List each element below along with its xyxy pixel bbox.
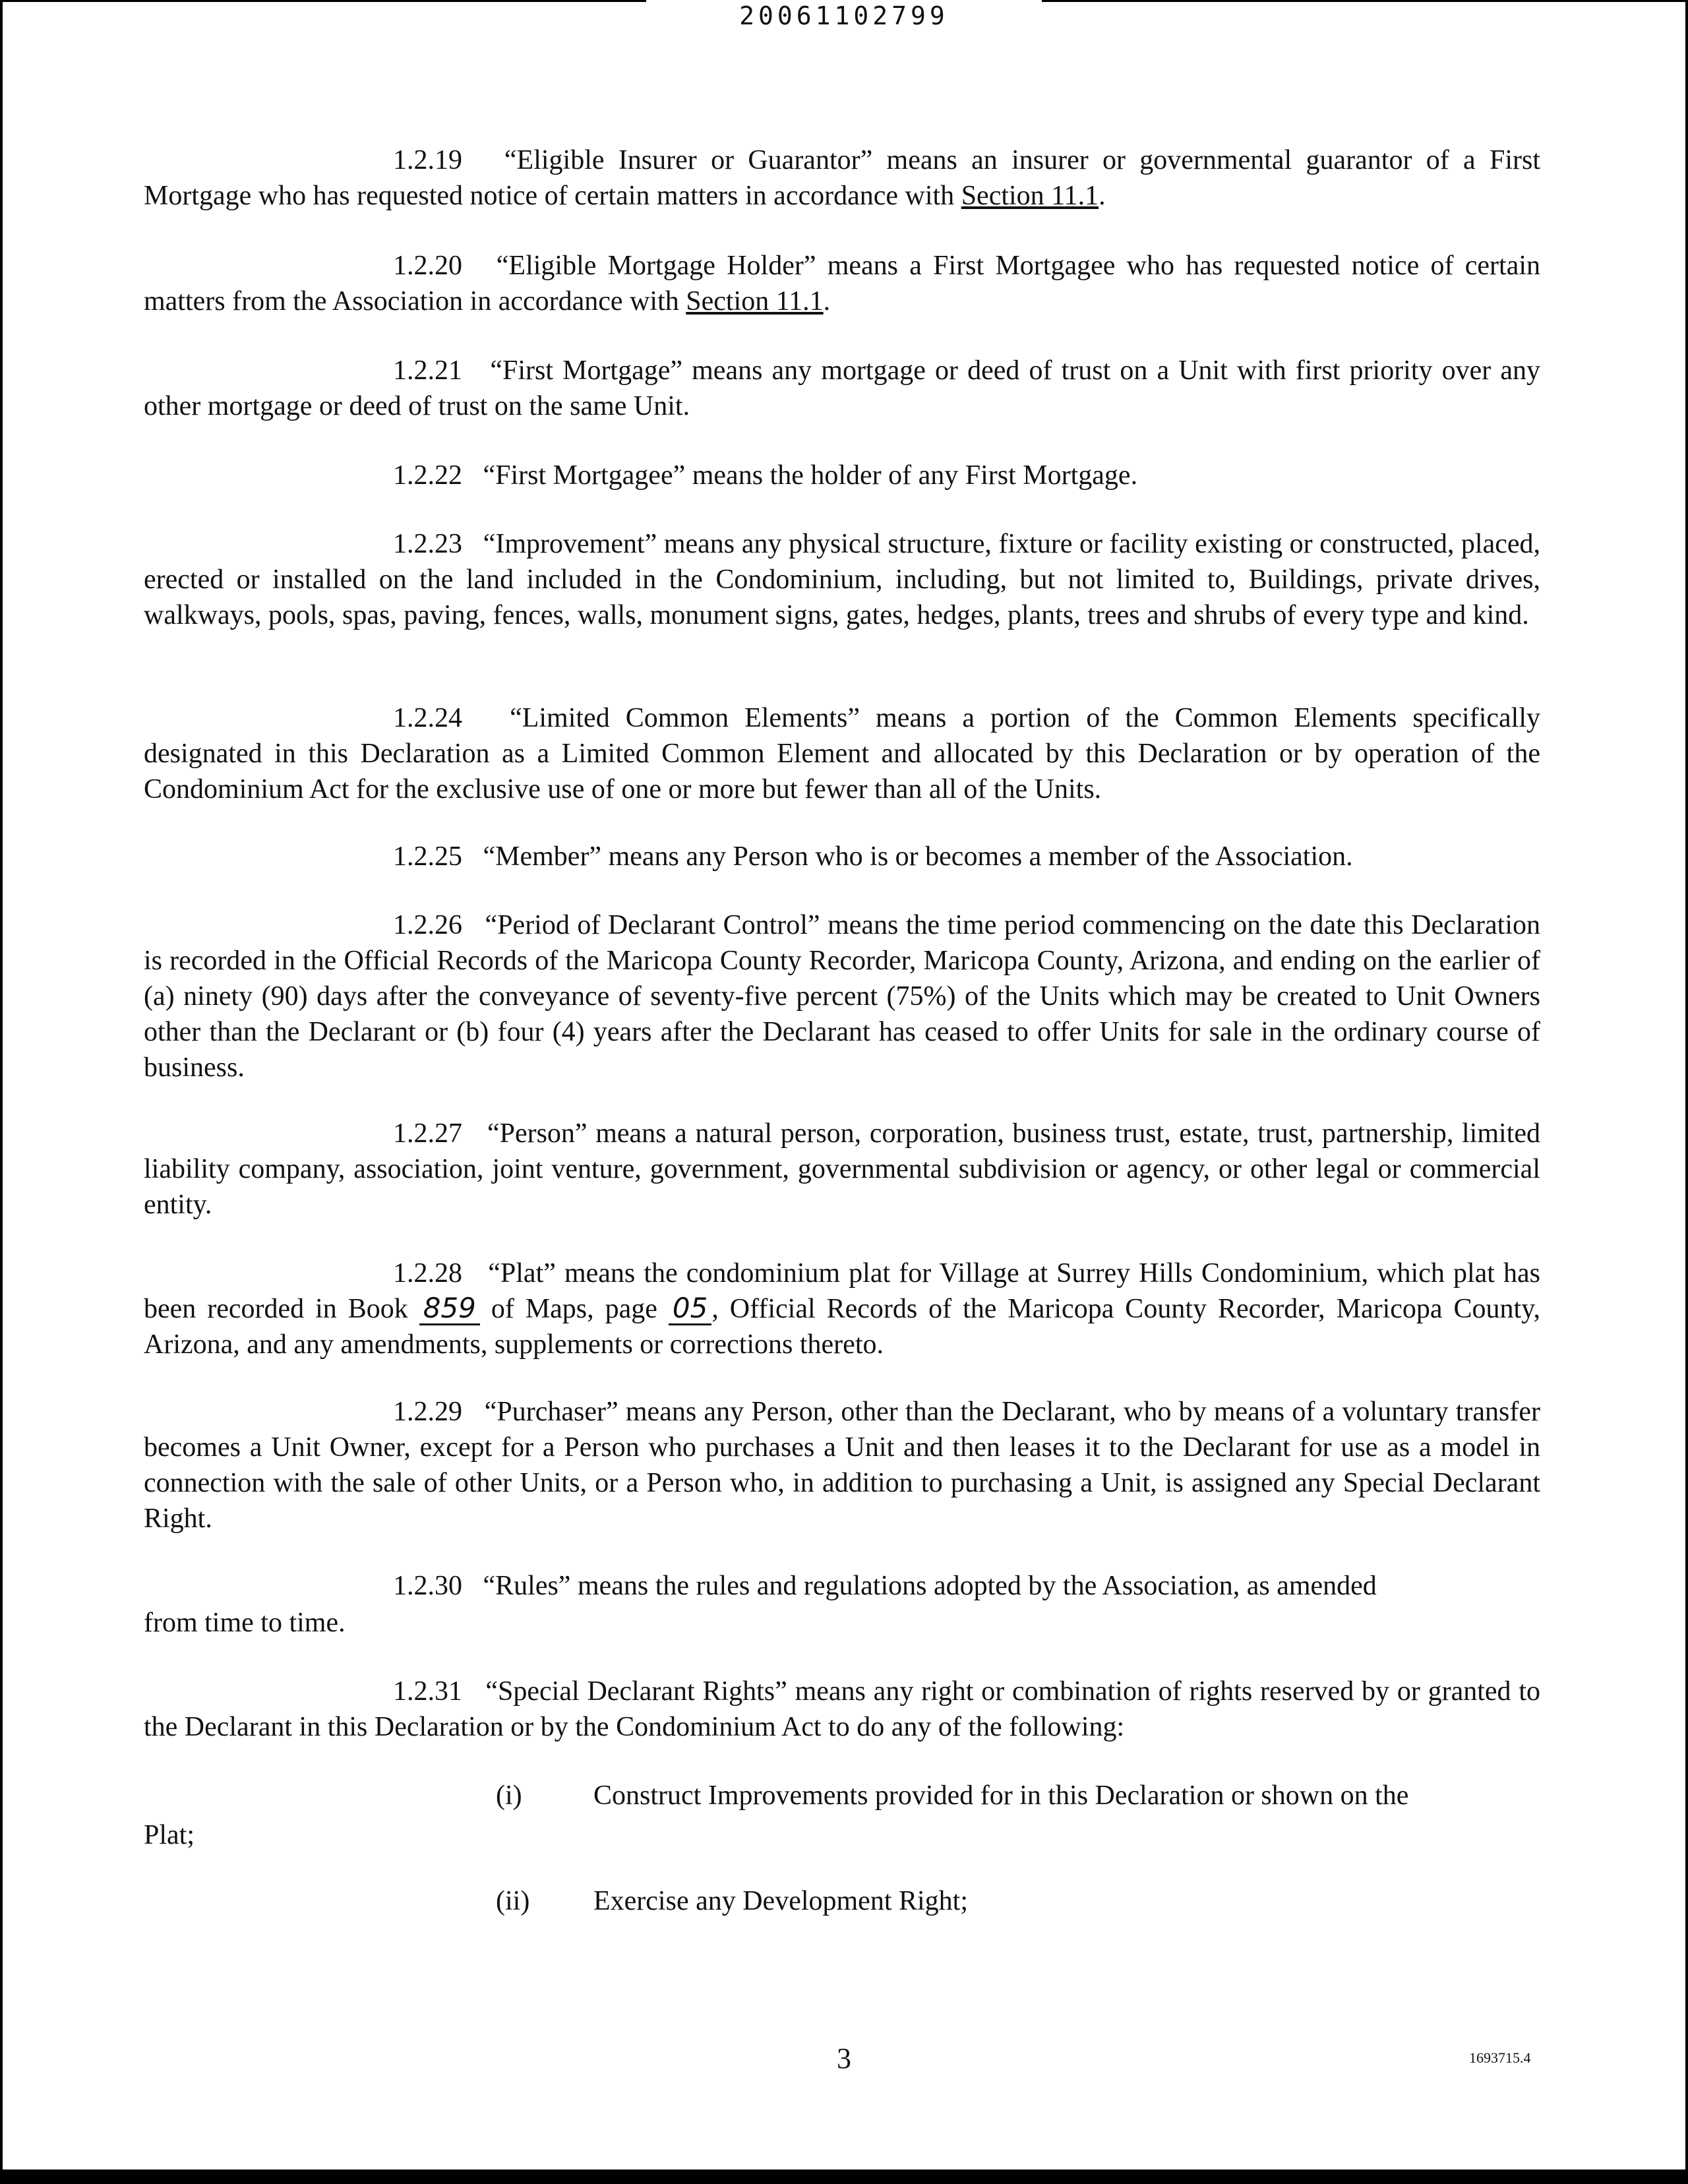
definition-text: “Limited Common Elements” means a portion of the Common Elements specifically designated in this Declaration as a Limited Common Element and allocated by this Declaration or by operation of the Condominium Act for the exclusive use of one or more but fewer than all of the Units.: [144, 703, 1541, 804]
definition-1-2-27: [144, 1116, 1540, 1223]
definition-number: 1.2.20: [393, 251, 462, 281]
definition-text: “Eligible Insurer or Guarantor” means an insurer or governmental guarantor of a First Mortgage who has requested notice of certain matters in accordance with: [144, 145, 1541, 211]
definition-1-2-21: [144, 353, 1540, 424]
definition-number: 1.2.31: [393, 1676, 462, 1707]
list-text: Construct Improvements provided for in this Declaration or shown on the: [593, 1780, 1409, 1811]
definition-number: 1.2.29: [393, 1397, 462, 1427]
document-reference: 1693715.4: [1469, 2049, 1531, 2066]
list-item-i-continuation: Plat;: [144, 1820, 195, 1850]
definition-1-2-31: [144, 1674, 1540, 1745]
definition-continuation: from time to time.: [144, 1608, 346, 1638]
scan-edge-right: [1685, 0, 1688, 2184]
definition-1-2-24: [144, 700, 1540, 807]
definition-text: “Person” means a natural person, corporation, business trust, estate, trust, partnership, limited liability company, association, joint venture, government, governmental subdivision or agency, or other legal or commercial entity.: [144, 1118, 1541, 1220]
definition-text: “Purchaser” means any Person, other than the Declarant, who by means of a voluntary transfer becomes a Unit Owner, except for a Person who purchases a Unit and then leases it to the Declarant for use as a model in connection with the sale of other Units, or a Person who, in addition to purchasing a Unit, is assigned any Special Declarant Right.: [144, 1397, 1540, 1534]
definition-number: 1.2.19: [393, 145, 462, 175]
definition-1-2-29: [144, 1394, 1540, 1536]
definition-number: 1.2.25: [393, 841, 462, 872]
scan-edge-left: [0, 0, 3, 2184]
scan-edge-bottom: [0, 2169, 1688, 2184]
definition-number: 1.2.24: [393, 703, 462, 733]
definition-number: 1.2.26: [393, 910, 462, 940]
definition-text: “Eligible Mortgage Holder” means a First Mortgagee who has requested notice of certain matters from the Association in accordance with: [144, 251, 1541, 317]
definition-text: “First Mortgagee” means the holder of any First Mortgage.: [483, 460, 1138, 491]
list-text: Exercise any Development Right;: [593, 1886, 969, 1916]
definition-1-2-25: [144, 839, 1540, 874]
list-marker: (i): [496, 1780, 522, 1811]
section-reference: Section 11.1: [686, 286, 824, 317]
definition-number: 1.2.28: [393, 1258, 462, 1289]
definition-number: 1.2.30: [393, 1571, 462, 1601]
definition-text: “Member” means any Person who is or becomes a member of the Association.: [483, 841, 1353, 872]
definition-number: 1.2.27: [393, 1118, 462, 1149]
definition-number: 1.2.22: [393, 460, 462, 491]
handwritten-page-number: 05: [669, 1293, 711, 1325]
definition-text: “Special Declarant Rights” means any right or combination of rights reserved by or granted to the Declarant in this Declaration or by the Condominium Act to do any of the following:: [144, 1676, 1541, 1742]
definition-text: “Period of Declarant Control” means the time period commencing on the date this Declaration is recorded in the Official Records of the Maricopa County Recorder, Maricopa County, Arizona, and ending on the earlier of (a) ninety (90) days after the conveyance of seventy-five percent (75%) of the Units which may be created to Unit Owners other than the Declarant or (b) four (4) years after the Declarant has ceased to offer Units for sale in the ordinary course of business.: [144, 910, 1541, 1083]
definition-1-2-22: [144, 458, 1540, 493]
definition-1-2-30: [144, 1568, 1540, 1641]
handwritten-book-number: 859: [419, 1293, 480, 1325]
definition-text: “Plat” means the condominium plat for Village at Surrey Hills Condominium, which plat has been recorded in Book: [144, 1258, 1540, 1324]
definition-text: “First Mortgage” means any mortgage or deed of trust on a Unit with first priority over any other mortgage or deed of trust on the same Unit.: [144, 355, 1540, 421]
definition-number: 1.2.23: [393, 529, 462, 559]
recording-number: 20061102799: [739, 1, 949, 30]
definition-1-2-19: 1.2.19 “Eligible Insurer or Guarantor” means an insurer or governmental guarantor of a First Mortgage who has requested notice of certain matters in accordance with Section 11.1.: [144, 145, 1541, 211]
definition-1-2-23: [144, 526, 1540, 633]
definition-1-2-26: [144, 907, 1540, 1085]
page-number: 3: [837, 2042, 851, 2075]
definition-1-2-28: 1.2.28 “Plat” means the condominium plat for Village at Surrey Hills Condominium, which plat has been recorded in Book 859 of Maps, page 05 , Official Records of the Maricopa County Recorder, Maricopa County, Arizona, and any amendments, supplements or corrections thereto.: [144, 1258, 1540, 1360]
definition-number: 1.2.21: [393, 355, 462, 386]
definition-1-2-20: 1.2.20 “Eligible Mortgage Holder” means a First Mortgagee who has requested notice of certain matters from the Association in accordance with Section 11.1.: [144, 251, 1541, 317]
list-marker: (ii): [496, 1886, 530, 1916]
definition-text: “Improvement” means any physical structure, fixture or facility existing or constructed, placed, erected or installed on the land included in the Condominium, including, but not limited to, Buildings, private drives, walkways, pools, spas, paving, fences, walls, monument signs, gates, hedges, plants, trees and shrubs of every type and kind.: [144, 529, 1540, 630]
section-reference: Section 11.1: [961, 181, 1099, 211]
definition-text: “Rules” means the rules and regulations adopted by the Association, as amended: [483, 1571, 1377, 1601]
